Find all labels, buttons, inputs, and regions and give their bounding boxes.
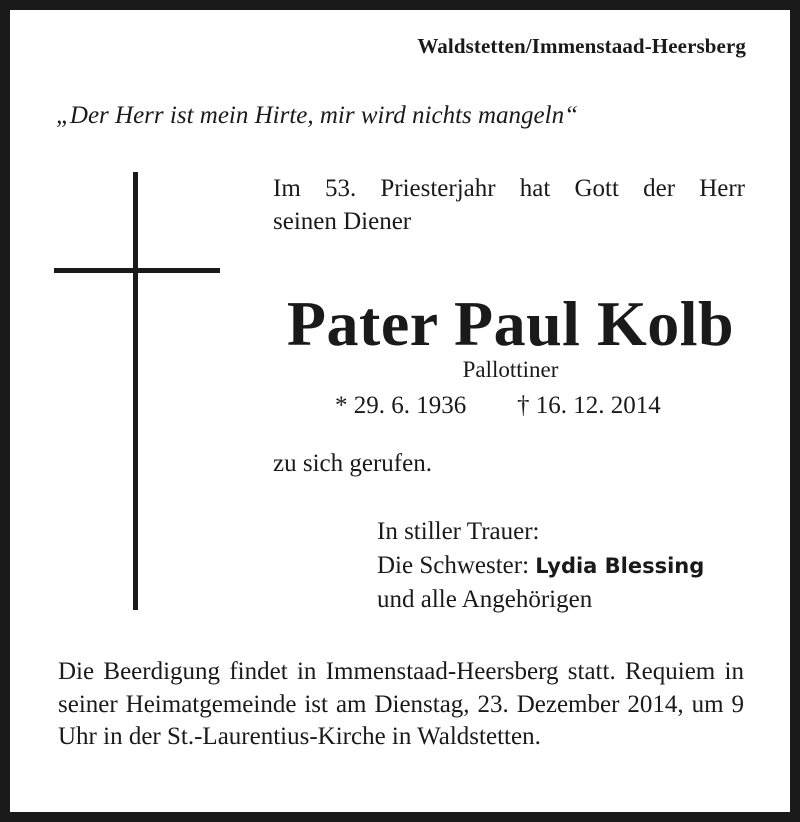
mourner-name: Lydia Blessing <box>535 554 705 578</box>
religious-order: Pallottiner <box>462 357 559 382</box>
death-date: † 16. 12. 2014 <box>517 392 661 419</box>
mourner-relatives: und alle Angehörigen <box>377 586 593 613</box>
intro-text-2: seinen Diener <box>273 208 412 235</box>
mourner-sister <box>377 549 704 583</box>
cross-icon <box>133 172 138 610</box>
intro-text: Im 53. Priesterjahr hat Gott der Herr <box>273 175 745 202</box>
mourning-heading: In stiller Trauer: <box>377 518 540 545</box>
location-heading: Waldstetten/Immenstaad-Heersberg <box>417 34 746 58</box>
funeral-info: Die Beerdigung findet in Immenstaad-Heersberg statt. Requiem in seiner Heimatgemeinde ist am Dienstag, 23. Dezember 2014, um 9 Uhr in der St.-Laurentius-Kirche in Waldstetten. <box>58 658 744 750</box>
birth-date: * 29. 6. 1936 <box>335 392 467 419</box>
deceased-name: Pater Paul Kolb <box>286 288 735 359</box>
bible-quote: „Der Herr ist mein Hirte, mir wird nichts mangeln“ <box>56 102 578 129</box>
mourners-block <box>377 515 704 617</box>
mourner-relation: Die Schwester: <box>377 552 536 579</box>
called-text: zu sich gerufen. <box>273 450 432 477</box>
cross-icon-bar <box>54 268 220 273</box>
